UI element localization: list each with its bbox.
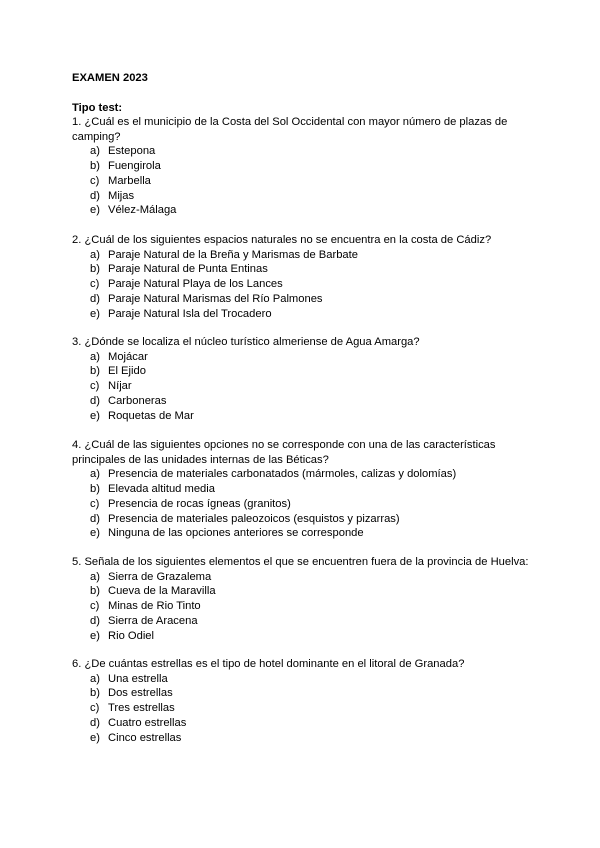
option-letter: a) [90,145,100,158]
option-text: Mijas [108,189,135,202]
option-text: Níjar [108,380,132,393]
section-label: Tipo test: [72,102,123,114]
option-b [72,584,532,599]
option-c [72,599,532,614]
option-e [72,526,532,541]
option-c [72,174,532,189]
option-letter: a) [90,350,100,363]
option-text: Ninguna de las opciones anteriores se corresponde [108,527,364,540]
option-text: Cinco estrellas [108,731,182,744]
option-text: Presencia de materiales carbonatados (mármoles, calizas y dolomías) [108,468,457,481]
option-letter: d) [90,614,100,627]
option-letter: e) [90,409,100,422]
option-text: Cueva de la Maravilla [108,585,216,598]
option-e [72,307,532,322]
question-stem: 1. ¿Cuál es el municipio de la Costa del Sol Occidental con mayor número de plazas de camping? [72,116,508,143]
option-list [72,144,532,218]
option-text: Carboneras [108,394,167,407]
question-4 [72,438,532,541]
question-5 [72,555,532,643]
option-text: Elevada altitud media [108,483,215,496]
option-text: Presencia de rocas ígneas (granitos) [108,497,291,510]
option-text: Minas de Rio Tinto [108,600,201,613]
option-d [72,512,532,527]
option-letter: b) [90,365,100,378]
option-text: Dos estrellas [108,687,173,700]
option-list [72,248,532,322]
option-text: Fuengirola [108,160,161,173]
question-stem: 2. ¿Cuál de los siguientes espacios naturales no se encuentra en la costa de Cádiz? [72,234,492,246]
option-letter: d) [90,512,100,525]
question-2 [72,233,532,321]
option-e [72,409,532,424]
option-a [72,570,532,585]
option-letter: a) [90,248,100,261]
option-b [72,159,532,174]
option-c [72,379,532,394]
question-1 [72,115,532,218]
option-c [72,497,532,512]
option-text: Paraje Natural de la Breña y Marismas de Barbate [108,248,358,261]
option-text: Paraje Natural Isla del Trocadero [108,307,272,320]
option-letter: b) [90,585,100,598]
option-text: Sierra de Grazalema [108,570,212,583]
option-letter: d) [90,394,100,407]
question-stem: 3. ¿Dónde se localiza el núcleo turístico almeriense de Agua Amarga? [72,336,420,348]
option-text: Una estrella [108,672,168,685]
option-e [72,203,532,218]
option-letter: e) [90,629,100,642]
option-d [72,614,532,629]
option-text: Presencia de materiales paleozoicos (esquistos y pizarras) [108,512,400,525]
option-b [72,262,532,277]
option-list [72,350,532,424]
option-c [72,701,532,716]
option-b [72,482,532,497]
option-text: El Ejido [108,365,146,378]
option-text: Mojácar [108,350,148,363]
option-letter: a) [90,570,100,583]
option-b [72,364,532,379]
option-list [72,467,532,541]
option-text: Paraje Natural Playa de los Lances [108,278,283,291]
option-a [72,144,532,159]
option-text: Paraje Natural Marismas del Río Palmones [108,292,323,305]
option-letter: e) [90,307,100,320]
question-stem: 6. ¿De cuántas estrellas es el tipo de hotel dominante en el litoral de Granada? [72,658,465,670]
option-text: Marbella [108,174,151,187]
option-letter: e) [90,731,100,744]
option-text: Paraje Natural de Punta Entinas [108,263,268,276]
question-stem: 5. Señala de los siguientes elementos el que se encuentren fuera de la provincia de Huelva: [72,556,529,568]
option-b [72,686,532,701]
option-letter: b) [90,483,100,496]
option-d [72,189,532,204]
option-letter: c) [90,278,100,291]
option-letter: c) [90,380,100,393]
option-e [72,629,532,644]
option-letter: a) [90,672,100,685]
question-stem: 4. ¿Cuál de las siguientes opciones no se corresponde con una de las características principales de las unidades internas de las Béticas? [72,439,496,466]
option-c [72,277,532,292]
option-d [72,394,532,409]
option-list [72,672,532,746]
option-letter: c) [90,174,100,187]
option-letter: b) [90,687,100,700]
option-letter: b) [90,263,100,276]
option-a [72,248,532,263]
option-text: Estepona [108,145,156,158]
option-list [72,570,532,644]
option-letter: a) [90,468,100,481]
option-letter: d) [90,189,100,202]
option-e [72,731,532,746]
question-6 [72,657,532,745]
option-text: Roquetas de Mar [108,409,194,422]
option-letter: b) [90,160,100,173]
option-letter: e) [90,204,100,217]
exam-title: EXAMEN 2023 [72,72,148,84]
option-letter: c) [90,702,100,715]
option-letter: c) [90,497,100,510]
option-text: Cuatro estrellas [108,716,187,729]
option-text: Sierra de Aracena [108,614,198,627]
option-d [72,716,532,731]
option-a [72,672,532,687]
option-text: Rio Odiel [108,629,155,642]
option-letter: e) [90,527,100,540]
option-letter: c) [90,600,100,613]
option-a [72,350,532,365]
option-text: Vélez-Málaga [108,204,177,217]
option-text: Tres estrellas [108,702,175,715]
option-letter: d) [90,292,100,305]
option-d [72,292,532,307]
option-letter: d) [90,716,100,729]
question-3 [72,335,532,423]
option-a [72,467,532,482]
